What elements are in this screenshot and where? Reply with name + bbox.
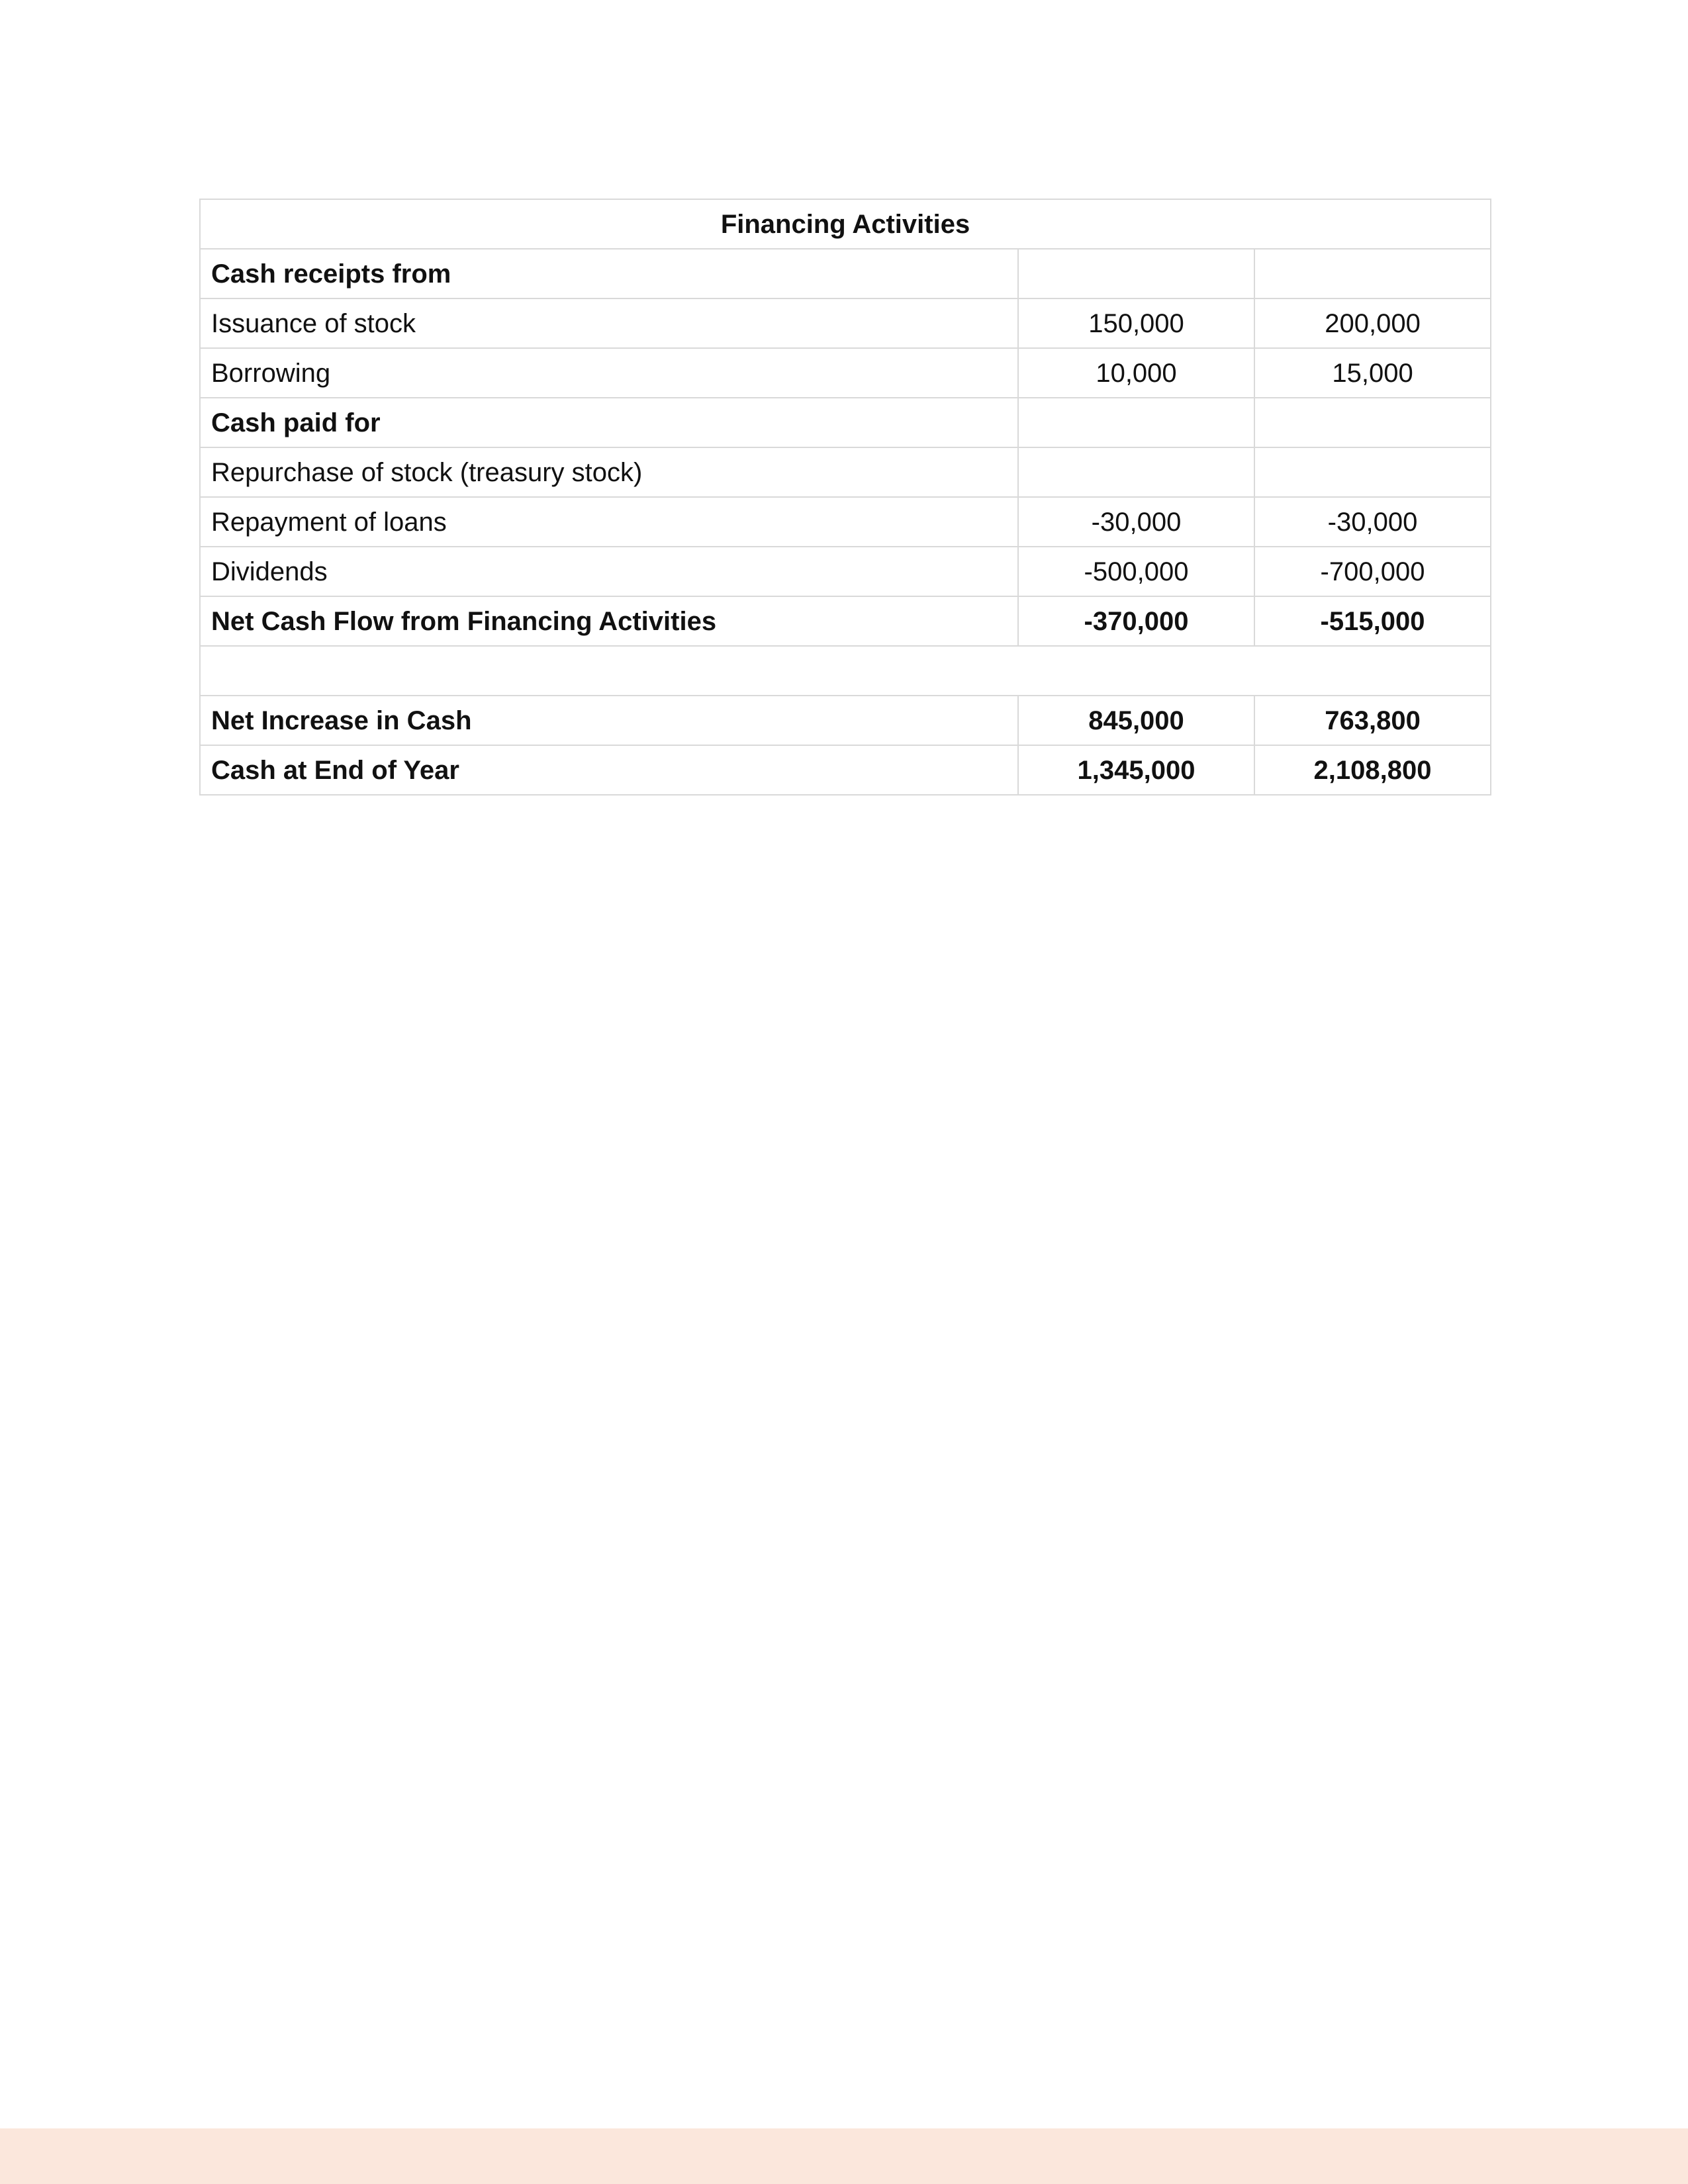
row-value-col1: 1,345,000: [1018, 745, 1254, 795]
row-value-col2: -515,000: [1254, 596, 1491, 646]
table-row: [200, 447, 1491, 497]
row-label: Dividends: [200, 547, 1018, 596]
row-label: Net Cash Flow from Financing Activities: [200, 596, 1018, 646]
row-value-col1: 845,000: [1018, 696, 1254, 745]
table-row: [200, 745, 1491, 795]
row-value-col1: -500,000: [1018, 547, 1254, 596]
row-label: Cash receipts from: [200, 249, 1018, 298]
spacer-cell: [200, 646, 1491, 696]
row-value-col1: -370,000: [1018, 596, 1254, 646]
table-row: [200, 249, 1491, 298]
row-label: Cash at End of Year: [200, 745, 1018, 795]
row-value-col1: -30,000: [1018, 497, 1254, 547]
row-value-col2: 763,800: [1254, 696, 1491, 745]
table-row: [200, 547, 1491, 596]
row-value-col1: [1018, 447, 1254, 497]
footer-band: [0, 2128, 1688, 2184]
row-label: Cash paid for: [200, 398, 1018, 447]
row-label: Repurchase of stock (treasury stock): [200, 447, 1018, 497]
table-title-row: [200, 199, 1491, 249]
row-value-col2: [1254, 447, 1491, 497]
row-value-col2: 15,000: [1254, 348, 1491, 398]
row-value-col2: [1254, 249, 1491, 298]
row-label: Borrowing: [200, 348, 1018, 398]
spacer-row: [200, 646, 1491, 696]
row-value-col1: 10,000: [1018, 348, 1254, 398]
row-value-col2: -700,000: [1254, 547, 1491, 596]
row-value-col1: [1018, 398, 1254, 447]
row-label: Issuance of stock: [200, 298, 1018, 348]
row-value-col1: [1018, 249, 1254, 298]
row-label: Repayment of loans: [200, 497, 1018, 547]
row-value-col1: 150,000: [1018, 298, 1254, 348]
row-label: Net Increase in Cash: [200, 696, 1018, 745]
table-title: Financing Activities: [200, 199, 1491, 249]
row-value-col2: -30,000: [1254, 497, 1491, 547]
table-row: [200, 298, 1491, 348]
table-row: [200, 696, 1491, 745]
financing-activities-table: [199, 199, 1491, 796]
table-row: [200, 398, 1491, 447]
table-row: [200, 497, 1491, 547]
row-value-col2: [1254, 398, 1491, 447]
table-row: [200, 348, 1491, 398]
table-row: [200, 596, 1491, 646]
row-value-col2: 200,000: [1254, 298, 1491, 348]
row-value-col2: 2,108,800: [1254, 745, 1491, 795]
